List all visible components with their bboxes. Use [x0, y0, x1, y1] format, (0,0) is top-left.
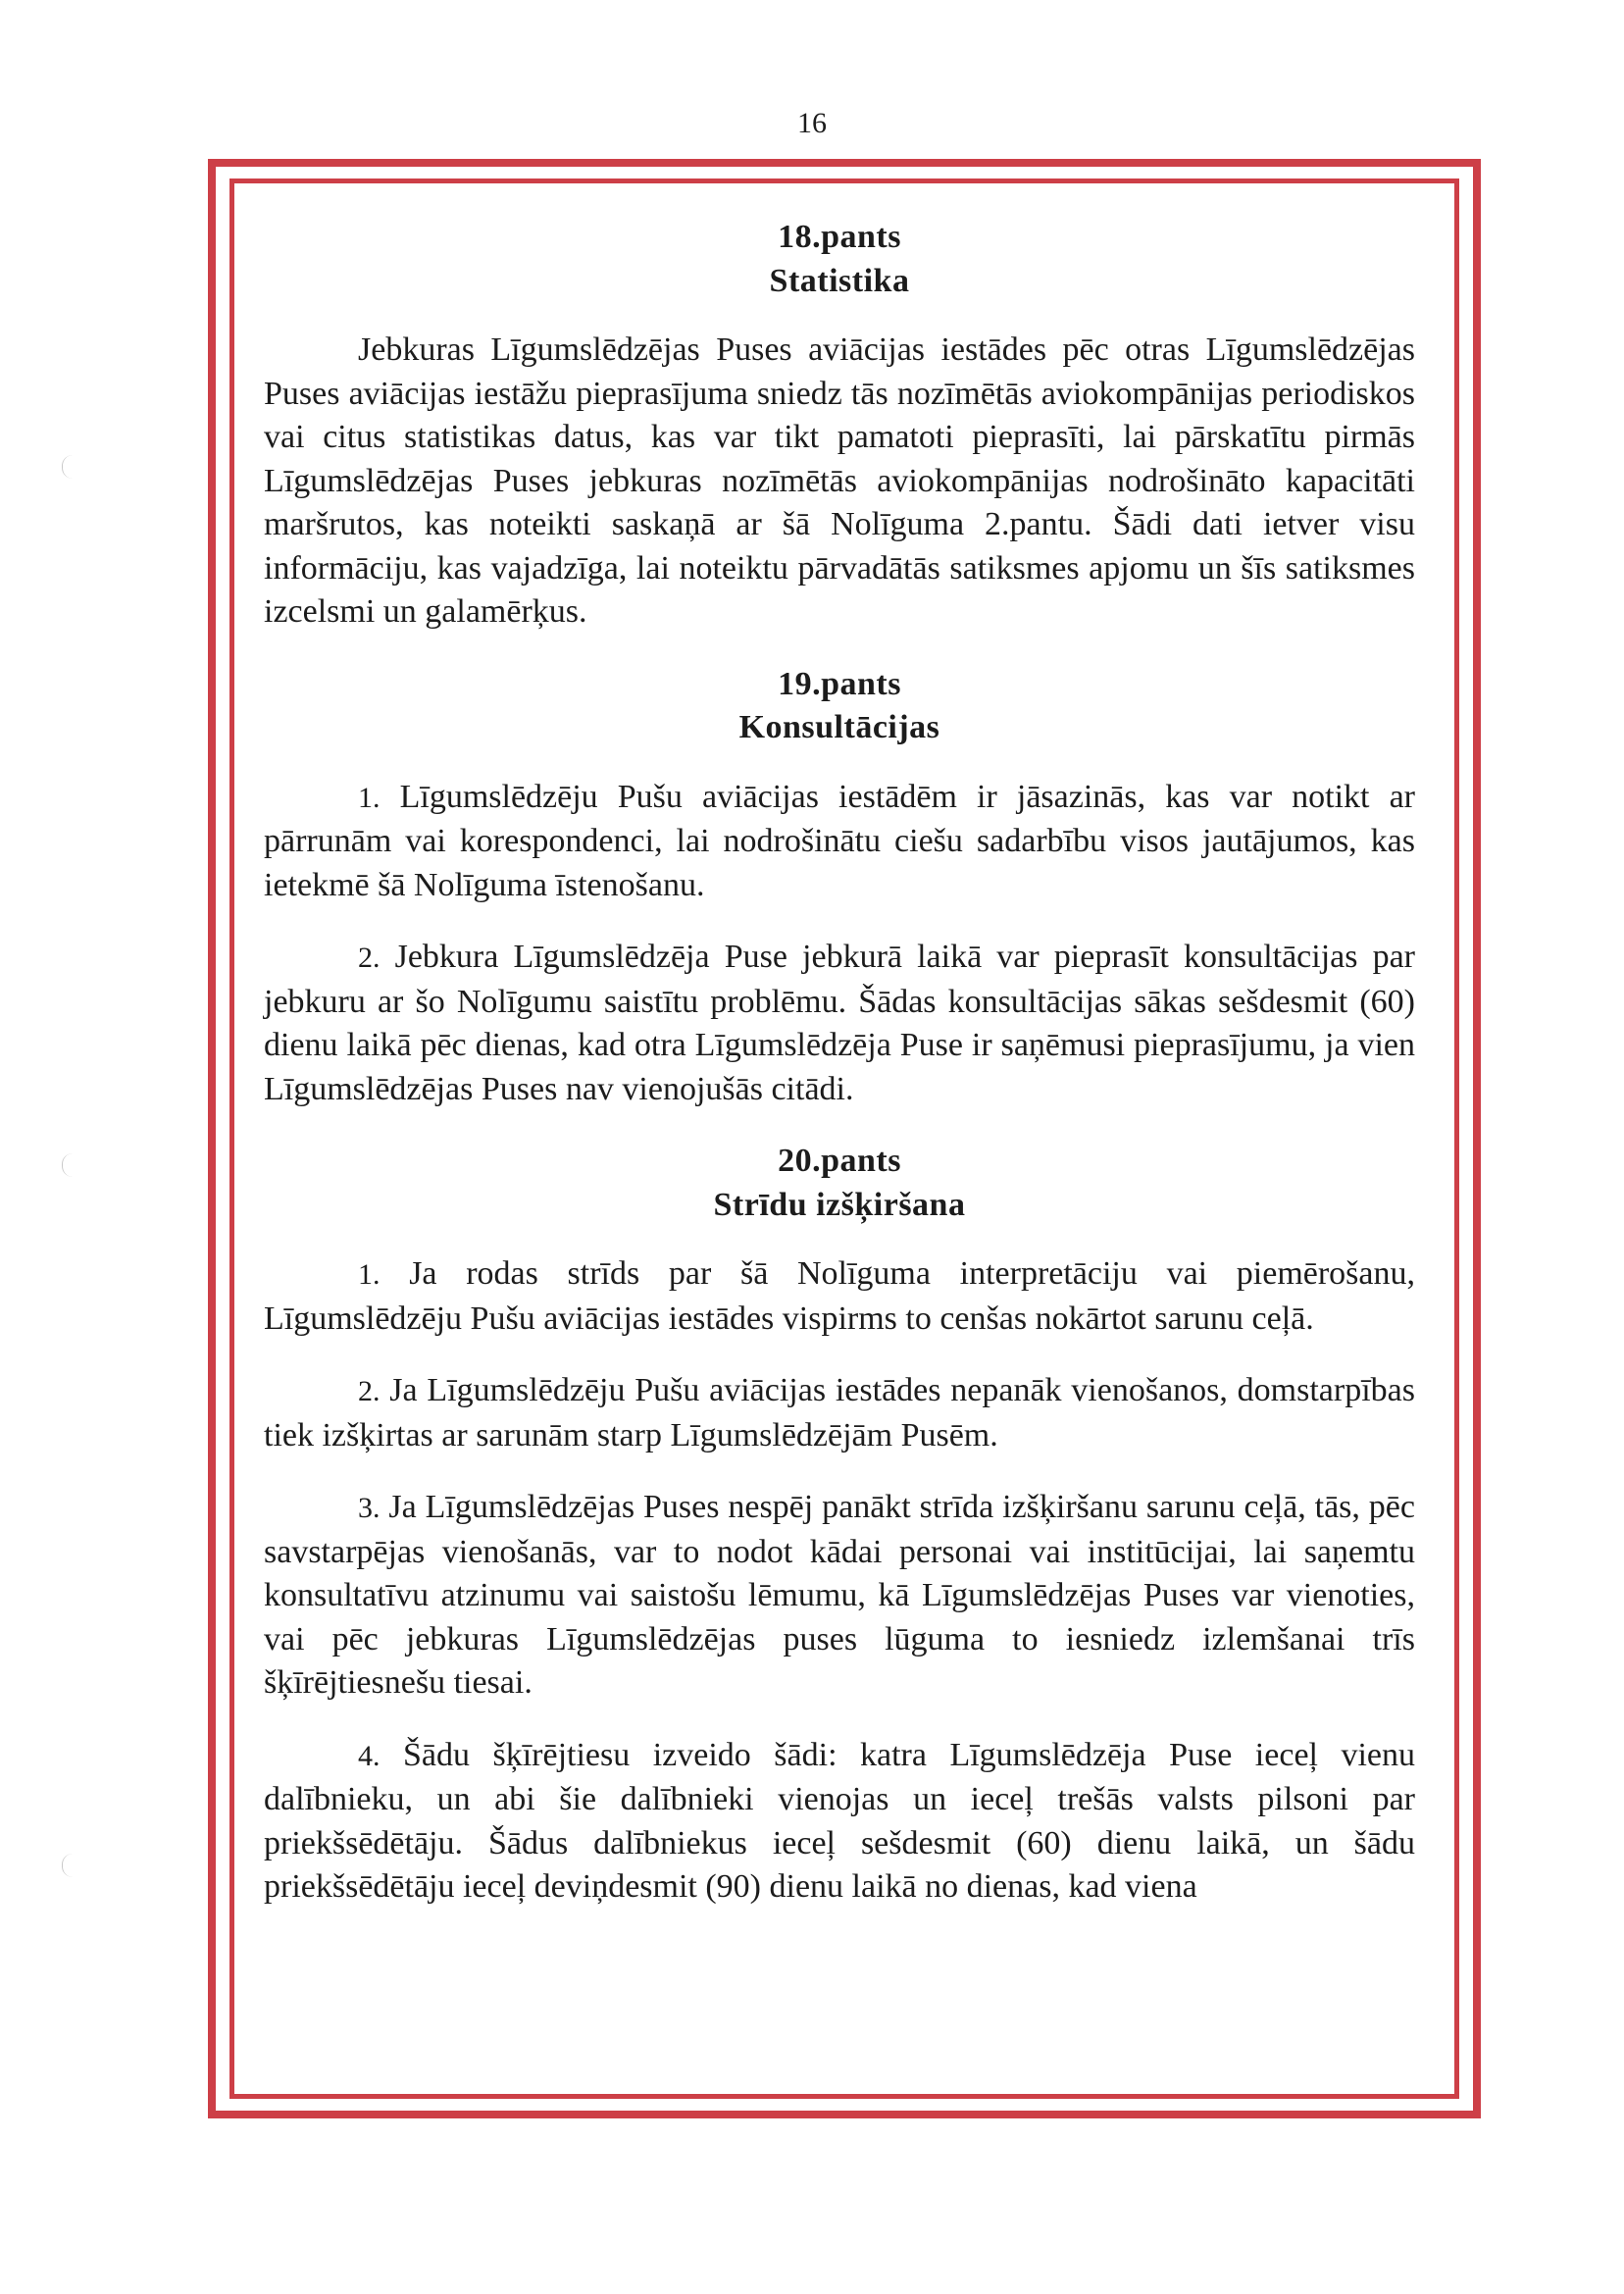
- paragraph: [264, 1252, 1415, 1341]
- paragraph-text: Šādu šķīrējtiesu izveido šādi: katra Līgumslēdzēja Puse ieceļ vienu dalībnieku, un abi šie dalībnieki vienojas un ieceļ trešās valsts pilsoni par priekšsēdētāju. Šādus dalībniekus ieceļ sešdesmit (60) dienu laikā, un šādu priekšsēdētāju ieceļ deviņdesmit (90) dienu laikā no dienas, kad viena: [264, 1736, 1416, 1905]
- document-frame: [208, 159, 1481, 2118]
- document-body: [264, 216, 1415, 1938]
- paragraph-text: Jebkura Līgumslēdzēja Puse jebkurā laikā var pieprasīt konsultācijas par jebkuru ar šo Nolīgumu saistītu problēmu. Šādas konsultācijas sākas sešdesmit (60) dienu laikā pēc dienas, kad otra Līgumslēdzēja Puse ir saņēmusi pieprasījumu, ja vien Līgumslēdzējas Puses nav vienojušās citādi.: [264, 939, 1416, 1107]
- paragraph: [264, 776, 1415, 908]
- paragraph-number: 4.: [358, 1739, 381, 1772]
- paragraph-text: Līgumslēdzēju Pušu aviācijas iestādēm ir jāsazinās, kas var notikt ar pārrunām vai korespondenci, lai nodrošinātu ciešu sadarbību visos jautājumos, kas ietekmē šā Nolīguma īstenošanu.: [264, 778, 1416, 903]
- article-number: 18.pants: [778, 219, 901, 255]
- paragraph-number: 3.: [358, 1492, 381, 1524]
- paragraph: [264, 329, 1415, 635]
- article-number: 19.pants: [778, 665, 901, 702]
- paragraph-text: Ja rodas strīds par šā Nolīguma interpretāciju vai piemērošanu, Līgumslēdzēju Pušu aviācijas iestādes vispirms to cenšas nokārtot sarunu ceļā.: [264, 1255, 1416, 1337]
- article-title: Statistika: [769, 262, 910, 299]
- article-20: [264, 1140, 1415, 1910]
- margin-mark: [62, 1153, 73, 1177]
- paragraph-text: Ja Līgumslēdzēju Pušu aviācijas iestādes nepanāk vienošanos, domstarpības tiek izšķirtas ar sarunām starp Līgumslēdzējām Pusēm.: [264, 1372, 1415, 1453]
- paragraph: [264, 936, 1415, 1111]
- paragraph-number: 1.: [358, 1258, 381, 1291]
- margin-mark: [62, 1854, 73, 1877]
- article-19: [264, 663, 1415, 1112]
- article-18: [264, 216, 1415, 635]
- article-title: Strīdu izšķiršana: [713, 1186, 966, 1223]
- paragraph: [264, 1734, 1415, 1910]
- paragraph-number: 2.: [358, 942, 381, 974]
- paragraph: [264, 1369, 1415, 1457]
- article-number: 20.pants: [778, 1143, 901, 1179]
- paragraph: [264, 1486, 1415, 1706]
- paragraph-number: 2.: [358, 1375, 381, 1407]
- paragraph-text: Jebkuras Līgumslēdzējas Puses aviācijas iestādes pēc otras Līgumslēdzējas Puses aviācijas iestāžu pieprasījuma sniedz tās nozīmētās aviokompānijas periodiskos vai citus statistikas datus, kas var tikt pamatoti pieprasīti, lai pārskatītu pirmās Līgumslēdzējas Puses jebkuras nozīmētās aviokompānijas nodrošināto kapacitāti maršrutos, kas noteikti saskaņā ar šā Nolīguma 2.pantu. Šādi dati ietver visu informāciju, kas vajadzīga, lai noteiktu pārvadātās satiksmes apjomu un šīs satiksmes izcelsmi un galamērķus.: [264, 331, 1415, 630]
- article-title: Konsultācijas: [738, 709, 940, 745]
- page-number: 16: [797, 107, 827, 139]
- margin-mark: [62, 455, 73, 479]
- paragraph-number: 1.: [358, 781, 381, 814]
- paragraph-text: Ja Līgumslēdzējas Puses nespēj panākt strīda izšķiršanu sarunu ceļā, tās, pēc savstarpējas vienošanās, var to nodot kādai personai vai institūcijai, lai saņemtu konsultatīvu atzinumu vai saistošu lēmumu, kā Līgumslēdzējas Puses var vienoties, vai pēc jebkuras Līgumslēdzējas puses lūguma to iesniedz izlemšanai trīs šķīrējtiesnešu tiesai.: [264, 1489, 1415, 1701]
